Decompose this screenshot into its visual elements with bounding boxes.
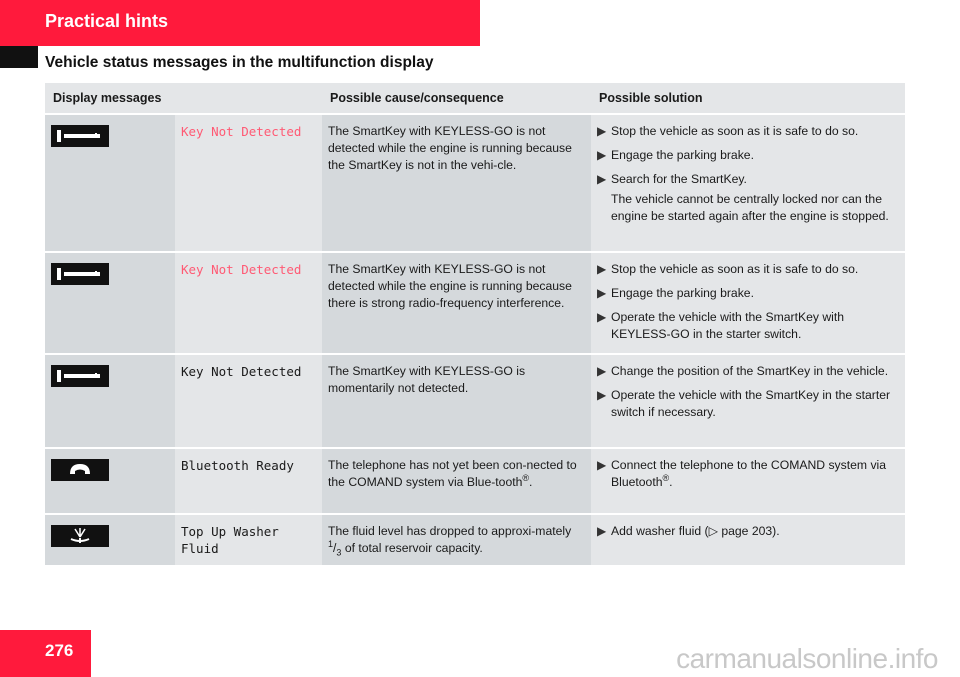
cause-text: The SmartKey with KEYLESS-GO is not detected while the engine is running because the SmartKey is not in the vehi-cle. xyxy=(322,115,591,253)
page-number: 276 xyxy=(45,641,74,660)
page-subtitle: Vehicle status messages in the multifunction display xyxy=(45,54,434,71)
arrow-icon: ▶ xyxy=(597,524,607,538)
solution-item: ▶ Stop the vehicle as soon as it is safe to do so. xyxy=(597,262,859,276)
column-header-cause: Possible cause/consequence xyxy=(322,83,591,115)
table-header-row xyxy=(45,83,905,115)
arrow-icon: ▶ xyxy=(597,388,607,402)
key-icon xyxy=(51,263,109,285)
solution-item: ▶ Operate the vehicle with the SmartKey in the starter switch if necessary. xyxy=(597,388,891,419)
registered-mark: ® xyxy=(522,472,530,483)
section-marker xyxy=(0,46,38,68)
watermark: carmanualsonline.info xyxy=(676,643,938,674)
page-ref-icon: ▷ xyxy=(708,524,722,538)
arrow-icon: ▶ xyxy=(597,262,607,276)
status-messages-table xyxy=(45,83,905,567)
display-message: Key Not Detected xyxy=(175,115,322,253)
solution-item: ▶ Stop the vehicle as soon as it is safe to do so. xyxy=(597,124,859,138)
key-icon xyxy=(51,125,109,147)
icon-cell xyxy=(45,253,175,355)
display-message: Key Not Detected xyxy=(175,355,322,449)
solution-item: ▶ Search for the SmartKey. xyxy=(597,172,747,186)
table-row xyxy=(45,449,905,515)
solution-item: ▶ Engage the parking brake. xyxy=(597,286,754,300)
table-row xyxy=(45,253,905,355)
solution-item: ▶ Operate the vehicle with the SmartKey with KEYLESS-GO in the starter switch. xyxy=(597,310,845,341)
arrow-icon: ▶ xyxy=(597,148,607,162)
solution-list xyxy=(591,253,905,355)
solution-item: ▶ Add washer fluid (▷ page 203). xyxy=(597,524,780,538)
icon-cell xyxy=(45,449,175,515)
arrow-icon: ▶ xyxy=(597,310,607,324)
column-header-solution: Possible solution xyxy=(591,83,905,115)
solution-list xyxy=(591,449,905,515)
solution-list xyxy=(591,515,905,567)
arrow-icon: ▶ xyxy=(597,172,607,186)
table-row xyxy=(45,115,905,253)
solution-list xyxy=(591,115,905,253)
arrow-icon: ▶ xyxy=(597,458,607,472)
arrow-icon: ▶ xyxy=(597,286,607,300)
display-message: Bluetooth Ready xyxy=(175,449,322,515)
section-title: Practical hints xyxy=(45,11,169,31)
solution-note: The vehicle cannot be centrally locked nor can the engine be started again after the engine is stopped. xyxy=(611,192,889,223)
icon-cell xyxy=(45,515,175,567)
column-header-display: Display messages xyxy=(45,83,322,115)
solution-item: ▶ Change the position of the SmartKey in the vehicle. xyxy=(597,364,889,378)
solution-item: ▶ Connect the telephone to the COMAND system via Bluetooth®. xyxy=(597,458,887,489)
cause-text: The SmartKey with KEYLESS-GO is momentarily not detected. xyxy=(322,355,591,449)
phone-icon xyxy=(51,459,109,481)
table-row xyxy=(45,355,905,449)
solution-list xyxy=(591,355,905,449)
icon-cell xyxy=(45,115,175,253)
icon-cell xyxy=(45,355,175,449)
page-reference-link[interactable]: page 203 xyxy=(721,524,773,538)
key-icon xyxy=(51,365,109,387)
cause-text: The telephone has not yet been con-nected to the COMAND system via Blue-tooth®. xyxy=(322,449,591,515)
cause-text: The fluid level has dropped to approxi-mately $^1/_3$ of total reservoir capacity. xyxy=(322,515,591,567)
display-message: Top Up Washer Fluid xyxy=(175,515,322,567)
arrow-icon: ▶ xyxy=(597,364,607,378)
cause-text: The SmartKey with KEYLESS-GO is not detected while the engine is running because there is strong radio-frequency interference. xyxy=(322,253,591,355)
washer-fluid-icon xyxy=(51,525,109,547)
table-row xyxy=(45,515,905,567)
arrow-icon: ▶ xyxy=(597,124,607,138)
display-message: Key Not Detected xyxy=(175,253,322,355)
solution-item: ▶ Engage the parking brake. xyxy=(597,148,754,162)
registered-mark: ® xyxy=(662,472,670,483)
